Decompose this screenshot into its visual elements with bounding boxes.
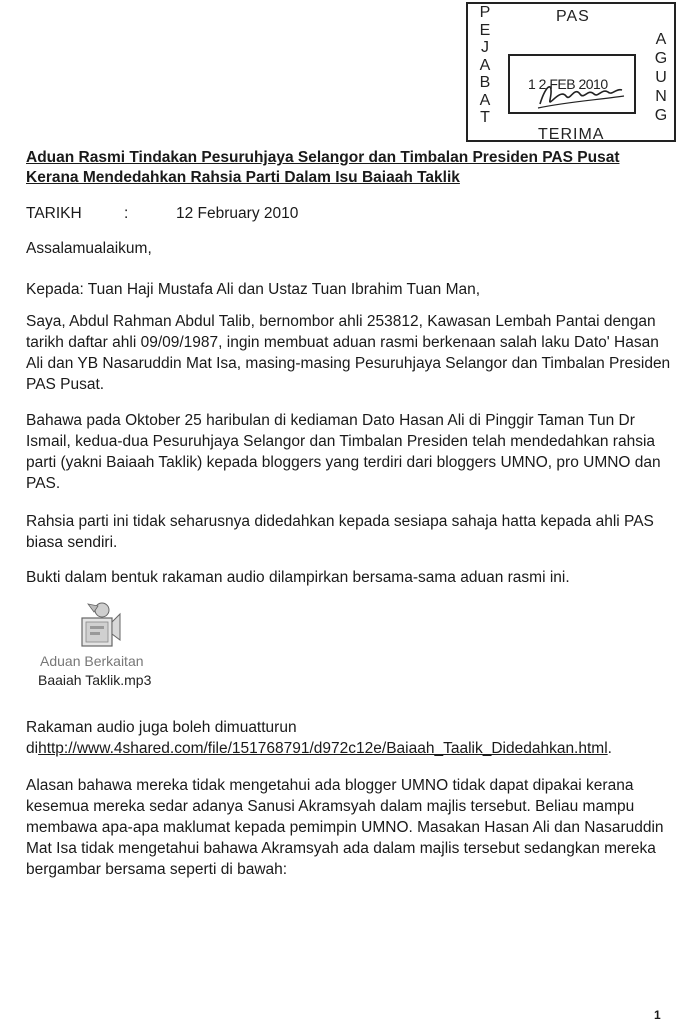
stamp-right-letters — [652, 30, 670, 125]
paragraph-6: Alasan bahawa mereka tidak mengetahui ada blogger UMNO tidak dapat dipakai kerana kesemua mereka sedar adanya Sanusi Akramsyah dalam majlis tersebut. Beliau mampu membawa apa-apa maklumat kepada pemimpin UMNO. Masakan Hasan Ali dan Nasaruddin Mat Isa tidak mengetahui bahawa Akramsyah ada dalam majlis tersebut sedangkan mereka bergambar bersama seperti di bawah: — [26, 777, 664, 878]
stamp-letter: B — [479, 74, 491, 91]
stamp-top-text: PAS — [556, 8, 590, 25]
stamp-left-letters — [476, 4, 494, 127]
title-line-2: Kerana Mendedahkan Rahsia Parti Dalam Isu Baiaah Taklik — [26, 169, 460, 186]
stamp-letter: G — [654, 50, 668, 67]
date-label: TARIKH — [26, 205, 82, 222]
audio-file-icon[interactable] — [74, 600, 126, 652]
download-text: Rakaman audio juga boleh dimuatturun — [26, 719, 297, 736]
greeting: Assalamualaikum, — [26, 240, 152, 257]
stamp-letter: A — [655, 31, 667, 48]
stamp-letter: A — [479, 56, 491, 74]
paragraph-5 — [26, 717, 676, 759]
page-number: 1 — [654, 1008, 661, 1022]
stamp-letter: A — [479, 91, 491, 109]
stamp-letter: U — [655, 69, 667, 86]
paragraph-3: Rahsia parti ini tidak seharusnya didedahkan kepada sesiapa sahaja hatta kepada ahli PAS biasa sendiri. — [26, 513, 654, 551]
title-line-1: Aduan Rasmi Tindakan Pesuruhjaya Selangor dan Timbalan Presiden PAS Pusat — [26, 149, 620, 166]
stamp-letter: N — [655, 88, 667, 105]
stamp-letter: E — [479, 21, 491, 39]
date-colon: : — [124, 205, 129, 222]
recipient-line: Kepada: Tuan Haji Mustafa Ali dan Ustaz Tuan Ibrahim Tuan Man, — [26, 281, 481, 298]
signature-icon — [536, 74, 626, 114]
download-di: di — [26, 740, 39, 757]
stamp-letter: P — [479, 4, 491, 21]
stamp-letter: T — [480, 109, 490, 126]
office-stamp — [466, 2, 676, 152]
stamp-letter: G — [654, 107, 668, 124]
attachment-caption[interactable]: Aduan Berkaitan — [40, 653, 144, 669]
download-period: . — [607, 740, 612, 757]
paragraph-2: Bahawa pada Oktober 25 haribulan di kediaman Dato Hasan Ali di Pinggir Taman Tun Dr Ismail, kedua-dua Pesuruhjaya Selangor dan Timbalan Presiden telah mendedahkan rahsia parti (yakni Baiaah Taklik) kepada bloggers yang terdiri dari bloggers UMNO, pro UMNO dan PAS. — [26, 412, 661, 492]
date-value: 12 February 2010 — [176, 205, 299, 222]
download-link[interactable]: http://www.4shared.com/file/151768791/d972c12e/Baiaah_Taalik_Didedahkan.html — [38, 740, 608, 757]
attachment-filename[interactable]: Baaiah Taklik.mp3 — [38, 672, 152, 688]
stamp-bottom-text: TERIMA — [538, 126, 605, 143]
stamp-letter: J — [481, 39, 489, 56]
document-title — [26, 148, 686, 188]
paragraph-1: Saya, Abdul Rahman Abdul Talib, bernombor ahli 253812, Kawasan Lembah Pantai dengan tarikh daftar ahli 09/09/1987, ingin membuat aduan rasmi berkenaan salah laku Dato' Hasan Ali dan YB Nasaruddin Mat Isa, masing-masing Pesuruhjaya Selangor dan Timbalan Presiden PAS Pusat. — [26, 313, 671, 393]
stamp-date: 1 2 FEB 2010 — [528, 76, 608, 92]
paragraph-4: Bukti dalam bentuk rakaman audio dilampirkan bersama-sama aduan rasmi ini. — [26, 569, 570, 586]
